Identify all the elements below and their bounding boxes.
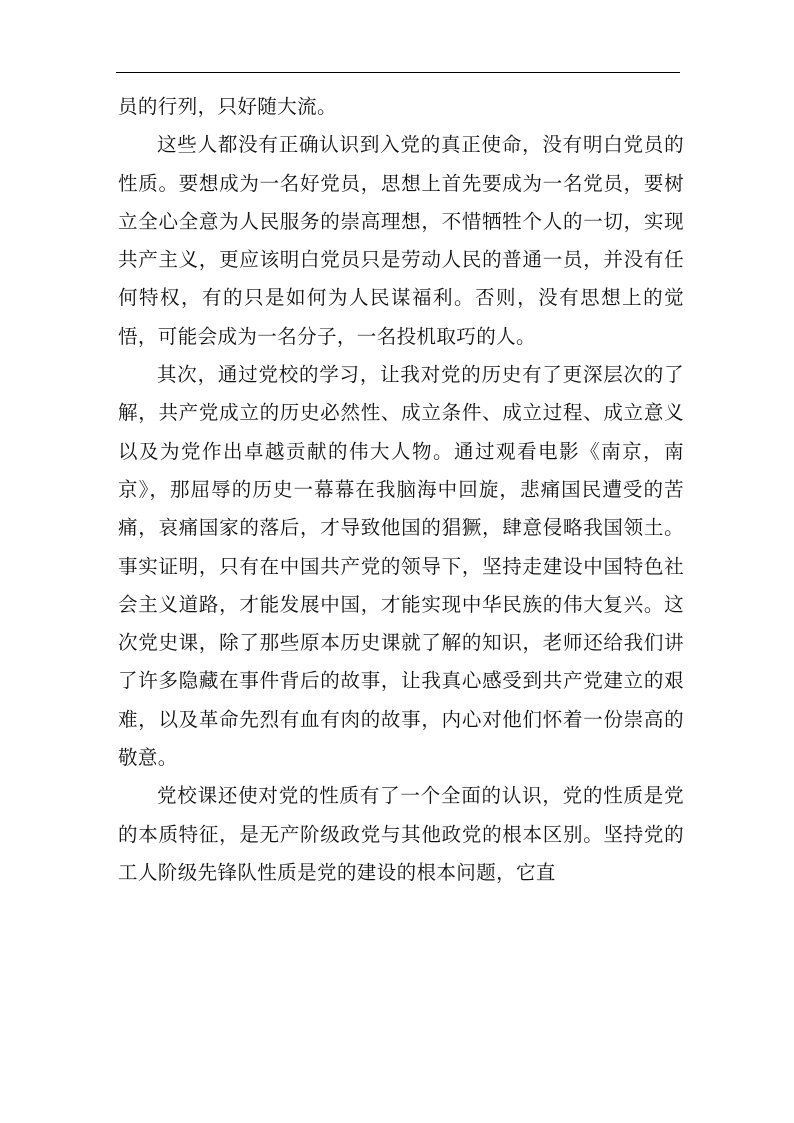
paragraph: 其次，通过党校的学习，让我对党的历史有了更深层次的了解，共产党成立的历史必然性、成立条件、成立过程、成立意义以及为党作出卓越贡献的伟大人物。通过观看电影《南京，南京》，那屈辱的历史一幕幕在我脑海中回旋，悲痛国民遭受的苦痛，哀痛国家的落后，才导致他国的猖獗，肆意侵略我国领土。事实证明，只有在中国共产党的领导下，坚持走建设中国特色社会主义道路，才能发展中国，才能实现中华民族的伟大复兴。这次党史课，除了那些原本历史课就了解的知识，老师还给我们讲了许多隐藏在事件背后的故事，让我真心感受到共产党建立的艰难，以及革命先烈有血有肉的故事，内心对他们怀着一份崇高的敬意。 xyxy=(118,363,684,770)
header-rule xyxy=(116,72,680,73)
paragraph: 员的行列，只好随大流。 xyxy=(118,95,337,118)
paragraph: 这些人都没有正确认识到入党的真正使命，没有明白党员的性质。要想成为一名好党员，思想上首先要成为一名党员，要树立全心全意为人民服务的崇高理想，不惜牺牲个人的一切，实现共产主义，更应该明白党员只是劳动人民的普通一员，并没有任何特权，有的只是如何为人民谋福利。否则，没有思想上的觉悟，可能会成为一名分子，一名投机取巧的人。 xyxy=(118,133,684,348)
document-body xyxy=(118,88,684,892)
paragraph: 党校课还使对党的性质有了一个全面的认识，党的性质是党的本质特征，是无产阶级政党与其他政党的根本区别。坚持党的工人阶级先锋队性质是党的建设的根本问题，它直 xyxy=(118,784,684,884)
